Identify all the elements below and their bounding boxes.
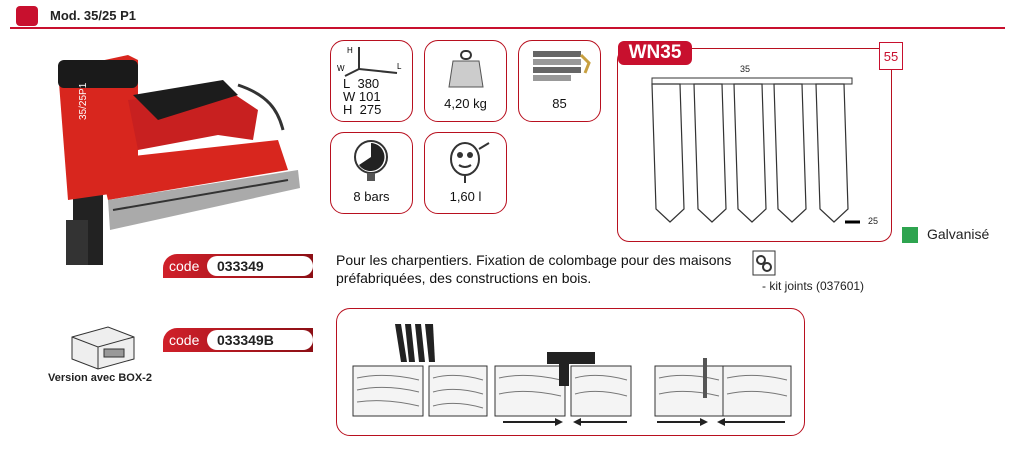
model-title: Mod. 35/25 P1 (50, 8, 136, 23)
code-label: code (169, 332, 200, 348)
gears-icon (752, 250, 776, 276)
length-value: 380 (357, 76, 380, 91)
header-marker (16, 6, 38, 26)
air-value: 1,60 l (449, 189, 482, 204)
air-mascot-icon (443, 137, 491, 185)
weight-value: 4,20 kg (444, 96, 487, 111)
dimensions-values: L 380 W 101 H 275 (343, 76, 382, 117)
width-value: 101 (358, 89, 381, 104)
gauge-icon (351, 139, 391, 183)
finish-label: Galvanisé (927, 226, 990, 242)
pressure-value: 8 bars (353, 189, 390, 204)
application-diagram (345, 322, 795, 428)
staple-width-label: 35 (740, 64, 751, 74)
svg-text:L: L (397, 62, 402, 71)
height-value: 275 (359, 102, 382, 117)
air-box (424, 132, 507, 214)
staple-drawing (640, 74, 860, 230)
svg-text:35/25P1: 35/25P1 (78, 82, 89, 120)
staple-tag: 55 (879, 42, 903, 70)
galvanised-swatch (902, 227, 918, 243)
code-row-1 (163, 254, 313, 278)
svg-text:H: H (347, 46, 353, 55)
product-description: Pour les charpentiers. Fixation de colombage pour des maisons préfabriquées, des constructions en bois. (336, 252, 732, 286)
axes-icon (337, 43, 407, 77)
staple-leg-label: 25 (868, 216, 879, 226)
code-label: code (169, 258, 200, 274)
capacity-box (518, 40, 601, 122)
pressure-box (330, 132, 413, 214)
stapler-image (38, 40, 308, 265)
product-code: 033349 (207, 256, 313, 276)
svg-text:W: W (337, 64, 345, 73)
product-code-box: 033349B (207, 330, 313, 350)
code-row-2 (163, 328, 313, 352)
accessory-text: - kit joints (037601) (762, 279, 865, 293)
header-divider (10, 27, 1005, 29)
staple-strip-icon (529, 49, 591, 87)
box-case-icon (68, 325, 138, 371)
dimensions-box (330, 40, 413, 122)
staple-name: WN35 (618, 41, 692, 65)
weight-box (424, 40, 507, 122)
capacity-value: 85 (552, 96, 567, 111)
box-version-label: Version avec BOX-2 (48, 372, 152, 384)
weight-icon (447, 49, 485, 89)
